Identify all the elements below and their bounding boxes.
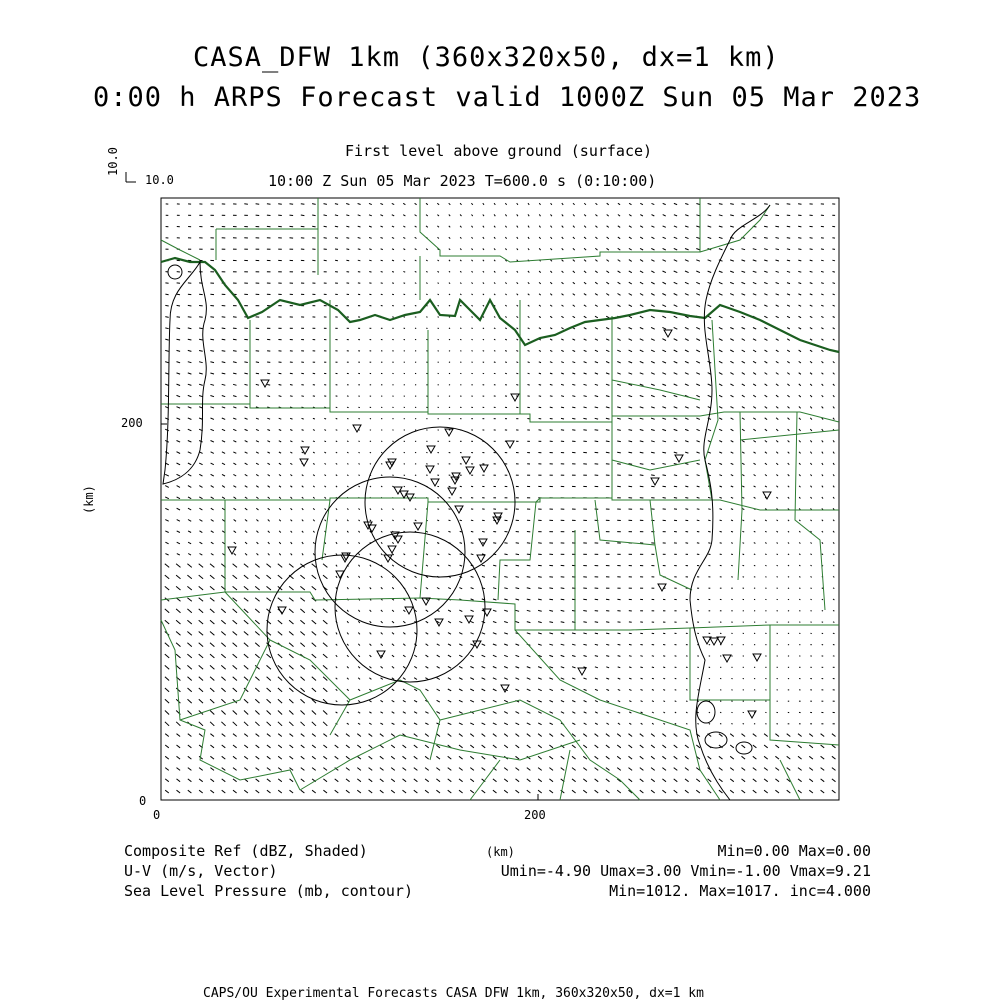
wind-vector xyxy=(460,339,461,340)
wind-vector xyxy=(482,531,485,532)
wind-vector xyxy=(606,441,610,442)
wind-vector xyxy=(472,351,473,352)
wind-vector xyxy=(177,317,180,318)
wind-vector xyxy=(279,385,282,386)
wind-vector xyxy=(222,339,226,340)
wind-vector xyxy=(743,543,745,544)
wind-vector xyxy=(449,305,450,306)
wind-vector xyxy=(290,204,294,205)
wind-vector xyxy=(324,238,327,239)
wind-vector xyxy=(617,452,621,453)
wind-vector xyxy=(583,622,586,623)
wind-vector xyxy=(764,204,768,205)
wind-vector xyxy=(472,328,473,329)
plot-frame xyxy=(161,198,839,800)
wind-vector xyxy=(460,317,461,318)
wind-vector xyxy=(404,509,405,510)
wind-vector xyxy=(572,407,575,408)
wind-vector xyxy=(483,351,484,352)
wind-vector xyxy=(549,588,553,589)
wind-vector xyxy=(798,238,801,239)
wind-vector xyxy=(753,204,757,205)
wind-vector xyxy=(346,238,349,239)
wind-vector xyxy=(720,724,721,725)
wind-vector xyxy=(743,724,744,725)
wind-vector xyxy=(381,260,383,261)
wind-vector xyxy=(267,385,270,386)
x-tick-0: 0 xyxy=(153,808,160,822)
wind-vector xyxy=(549,599,553,600)
wind-vector xyxy=(663,678,665,679)
wind-vector xyxy=(370,441,371,442)
wind-vector xyxy=(359,452,360,453)
wind-vector xyxy=(335,226,338,227)
wind-vector xyxy=(821,260,824,261)
wind-vector xyxy=(347,441,348,442)
wind-vector xyxy=(505,373,507,374)
wind-vector xyxy=(460,531,462,532)
vector-scale-vertical-label: 10.0 xyxy=(106,147,120,176)
wind-vector xyxy=(210,328,214,329)
wind-vector xyxy=(392,283,394,284)
wind-vector xyxy=(494,328,495,329)
wind-vector xyxy=(538,577,542,578)
wind-vector xyxy=(731,543,733,544)
wind-vector xyxy=(833,622,834,623)
wind-vector xyxy=(301,204,305,205)
wind-vector xyxy=(765,531,766,532)
wind-vector xyxy=(256,373,259,374)
wind-vector xyxy=(731,531,733,532)
wind-vector xyxy=(777,543,778,544)
wind-vector xyxy=(629,644,632,645)
wind-vector xyxy=(618,633,621,634)
wind-vector xyxy=(811,588,812,589)
wind-vector xyxy=(324,418,326,419)
wind-vector xyxy=(381,452,382,453)
wind-vector xyxy=(438,283,439,284)
wind-vector xyxy=(165,305,168,306)
wind-vector xyxy=(708,509,710,510)
title-line-2: 0:00 h ARPS Forecast valid 1000Z Sun 05 Mar 2023 xyxy=(93,82,921,113)
wind-vector xyxy=(369,272,371,273)
wind-vector xyxy=(651,475,655,476)
wind-vector xyxy=(381,486,382,487)
wind-vector xyxy=(483,328,484,329)
wind-vector xyxy=(415,486,416,487)
wind-vector xyxy=(742,204,746,205)
y-tick-200: 200 xyxy=(121,416,143,430)
wind-vector xyxy=(788,588,789,589)
wind-vector xyxy=(561,407,564,408)
wind-vector xyxy=(822,588,823,589)
wind-vector xyxy=(640,464,644,465)
wind-vector xyxy=(777,577,778,578)
wind-vector xyxy=(504,543,507,544)
wind-vector xyxy=(833,272,835,273)
wind-vector xyxy=(697,690,698,691)
legend-line1-right: Min=0.00 Max=0.00 xyxy=(717,842,871,860)
wind-vector xyxy=(471,531,473,532)
wind-vector xyxy=(675,712,676,713)
footer-credit: CAPS/OU Experimental Forecasts CASA DFW 1km, 360x320x50, dx=1 km xyxy=(203,986,704,1001)
wind-vector xyxy=(708,520,710,521)
wind-vector xyxy=(233,339,237,340)
wind-vector xyxy=(290,385,293,386)
wind-vector xyxy=(516,565,519,566)
wind-vector xyxy=(787,238,790,239)
wind-vector xyxy=(415,305,416,306)
legend-line1-left: Composite Ref (dBZ, Shaded) xyxy=(124,842,368,860)
wind-vector xyxy=(505,362,507,363)
wind-vector xyxy=(404,486,405,487)
wind-vector xyxy=(415,294,416,295)
wind-vector xyxy=(359,464,360,465)
wind-vector xyxy=(799,577,800,578)
wind-vector xyxy=(336,430,338,431)
level-label: First level above ground (surface) xyxy=(345,142,652,160)
wind-vector xyxy=(753,215,757,216)
wind-vector xyxy=(358,249,361,250)
wind-vector xyxy=(426,271,427,272)
wind-vector xyxy=(675,690,677,691)
wind-vector xyxy=(617,464,621,465)
wind-vector xyxy=(426,294,427,295)
wind-vector xyxy=(199,328,203,329)
wind-vector xyxy=(561,418,564,419)
wind-vector xyxy=(199,317,203,318)
wind-vector xyxy=(404,294,406,295)
wind-vector xyxy=(449,317,450,318)
wind-vector xyxy=(449,328,450,329)
wind-vector xyxy=(528,385,530,386)
wind-vector xyxy=(177,294,180,295)
wind-vector xyxy=(799,565,800,566)
wind-vector xyxy=(765,565,766,566)
wind-vector xyxy=(788,565,789,566)
wind-vector xyxy=(449,294,450,295)
wind-vector xyxy=(709,712,710,713)
wind-vector xyxy=(550,396,553,397)
wind-vector xyxy=(663,486,666,487)
wind-vector xyxy=(494,339,495,340)
wind-vector xyxy=(483,339,484,340)
wind-vector xyxy=(381,475,382,476)
wind-vector xyxy=(516,373,518,374)
wind-vector xyxy=(675,678,677,679)
wind-vector xyxy=(516,554,519,555)
wind-vector xyxy=(483,317,484,318)
wind-vector xyxy=(244,351,247,352)
wind-vector xyxy=(415,509,416,510)
wind-vector xyxy=(720,712,721,713)
wind-vector xyxy=(833,599,834,600)
wind-vector xyxy=(210,339,214,340)
wind-vector xyxy=(437,509,439,510)
wind-vector xyxy=(811,577,812,578)
wind-vector xyxy=(528,373,530,374)
wind-vector xyxy=(346,249,349,250)
wind-vector xyxy=(471,520,473,521)
y-axis-label: (km) xyxy=(82,485,96,514)
wind-vector xyxy=(743,554,745,555)
wind-vector xyxy=(708,531,710,532)
wind-vector xyxy=(449,520,451,521)
wind-vector xyxy=(504,565,507,566)
wind-vector xyxy=(561,599,565,600)
wind-vector xyxy=(312,215,315,216)
wind-vector xyxy=(301,396,303,397)
wind-vector xyxy=(415,283,416,284)
wind-vector xyxy=(832,260,835,261)
wind-vector xyxy=(652,656,654,657)
wind-vector xyxy=(572,418,575,419)
wind-vector xyxy=(775,226,779,227)
wind-vector xyxy=(697,509,700,510)
wind-vector xyxy=(516,385,518,386)
wind-vector xyxy=(539,385,541,386)
wind-vector xyxy=(788,554,789,555)
wind-vector xyxy=(460,305,461,306)
x-tick-200: 200 xyxy=(524,808,546,822)
wind-vector xyxy=(438,305,439,306)
wind-vector xyxy=(359,475,360,476)
wind-vector xyxy=(810,238,813,239)
wind-vector xyxy=(618,644,621,645)
wind-vector xyxy=(822,611,823,612)
wind-vector xyxy=(811,599,812,600)
wind-vector xyxy=(370,452,371,453)
wind-vector xyxy=(798,226,801,227)
wind-vector xyxy=(663,475,666,476)
wind-vector xyxy=(652,667,654,668)
wind-vector xyxy=(290,396,293,397)
wind-vector xyxy=(698,712,699,713)
wind-vector xyxy=(821,249,824,250)
wind-vector xyxy=(437,498,439,499)
wind-vector xyxy=(561,588,565,589)
vector-scale-key xyxy=(126,172,136,182)
wind-vector xyxy=(663,498,666,499)
wind-vector xyxy=(606,633,609,634)
wind-vector xyxy=(256,362,259,363)
wind-vector xyxy=(381,283,383,284)
wind-vector xyxy=(369,260,371,261)
wind-vector xyxy=(798,249,801,250)
wind-vector xyxy=(777,554,778,555)
wind-vector xyxy=(731,724,732,725)
wind-vector xyxy=(460,328,461,329)
wind-vector xyxy=(358,260,361,261)
wind-vector xyxy=(177,305,180,306)
wind-vector xyxy=(754,554,755,555)
vector-scale-horizontal-label: 10.0 xyxy=(145,173,174,187)
wind-vector xyxy=(775,215,779,216)
wind-vector xyxy=(595,622,598,623)
wind-vector xyxy=(765,543,766,544)
wind-vector xyxy=(698,723,699,724)
wind-vector xyxy=(686,712,687,713)
wind-vector xyxy=(799,599,800,600)
wind-vector xyxy=(449,509,451,510)
wind-vector xyxy=(381,464,382,465)
wind-vector xyxy=(336,441,337,442)
wind-vector xyxy=(493,543,496,544)
wind-vector xyxy=(777,565,778,566)
wind-vector xyxy=(629,656,632,657)
title-line-1: CASA_DFW 1km (360x320x50, dx=1 km) xyxy=(193,42,780,73)
wind-vector xyxy=(267,373,270,374)
wind-vector xyxy=(404,283,406,284)
legend-line3-left: Sea Level Pressure (mb, contour) xyxy=(124,882,413,900)
wind-vector xyxy=(764,215,768,216)
wind-vector xyxy=(651,486,654,487)
wind-vector xyxy=(438,317,439,318)
wind-vector xyxy=(494,351,495,352)
wind-vector xyxy=(810,249,813,250)
wind-vector xyxy=(426,283,427,284)
wind-vector xyxy=(595,633,598,634)
wind-vector xyxy=(685,509,688,510)
wind-vector xyxy=(347,452,348,453)
wind-vector xyxy=(233,351,237,352)
wind-vector xyxy=(709,723,710,724)
legend-line3-right: Min=1012. Max=1017. inc=4.000 xyxy=(609,882,871,900)
wind-vector xyxy=(663,667,665,668)
wind-vector xyxy=(472,339,473,340)
wind-vector xyxy=(799,588,800,589)
wind-vector xyxy=(595,441,599,442)
wind-vector xyxy=(720,520,722,521)
wind-vector xyxy=(629,452,633,453)
wind-vector xyxy=(278,204,282,205)
wind-vector xyxy=(188,317,192,318)
wind-vector xyxy=(640,667,642,668)
wind-vector xyxy=(347,430,348,431)
wind-vector xyxy=(312,226,315,227)
wind-vector xyxy=(392,272,394,273)
wind-vector xyxy=(686,723,687,724)
wind-vector xyxy=(324,226,327,227)
wind-vector xyxy=(527,577,531,578)
wind-vector xyxy=(472,317,473,318)
wind-vector xyxy=(686,690,687,691)
wind-vector xyxy=(313,418,315,419)
y-tick-0: 0 xyxy=(139,794,146,808)
wind-vector xyxy=(640,475,644,476)
wind-vector xyxy=(426,317,427,318)
wind-vector xyxy=(347,464,348,465)
wind-vector xyxy=(606,622,609,623)
wind-vector xyxy=(404,475,405,476)
wind-vector xyxy=(697,520,700,521)
wind-vector xyxy=(652,678,654,679)
wind-vector xyxy=(392,475,393,476)
wind-vector xyxy=(279,373,282,374)
wind-vector xyxy=(504,554,507,555)
wind-vector xyxy=(583,430,586,431)
time-info: 10:00 Z Sun 05 Mar 2023 T=600.0 s (0:10:00) xyxy=(268,172,656,190)
legend-km-label: (km) xyxy=(486,845,515,859)
wind-vector xyxy=(222,351,226,352)
wind-vector xyxy=(686,701,687,702)
wind-vector xyxy=(301,215,305,216)
wind-vector xyxy=(527,565,531,566)
wind-vector xyxy=(460,520,462,521)
wind-vector xyxy=(438,294,439,295)
legend-line2-left: U-V (m/s, Vector) xyxy=(124,862,278,880)
wind-vector xyxy=(787,226,790,227)
wind-vector xyxy=(336,452,337,453)
wind-vector xyxy=(754,565,755,566)
wind-vector xyxy=(381,272,383,273)
wind-vector xyxy=(222,328,226,329)
wind-vector xyxy=(550,407,553,408)
wind-vector xyxy=(674,486,677,487)
wind-vector xyxy=(336,418,338,419)
wind-vector xyxy=(165,294,168,295)
wind-vector xyxy=(833,588,834,589)
wind-vector xyxy=(415,475,416,476)
wind-vector xyxy=(359,441,360,442)
wind-vector xyxy=(595,430,599,431)
wind-vector xyxy=(335,238,338,239)
wind-vector xyxy=(494,362,496,363)
wind-vector xyxy=(188,305,192,306)
wind-vector xyxy=(674,498,677,499)
wind-vector xyxy=(765,554,766,555)
wind-vector xyxy=(606,452,610,453)
wind-vector xyxy=(617,441,621,442)
wind-vector xyxy=(538,588,542,589)
legend-line2-right: Umin=-4.90 Umax=3.00 Vmin=-1.00 Vmax=9.21 xyxy=(501,862,871,880)
wind-vector xyxy=(788,577,789,578)
wind-vector xyxy=(370,464,371,465)
wind-vector xyxy=(833,611,834,612)
wind-vector xyxy=(822,599,823,600)
wind-vector xyxy=(539,396,541,397)
wind-vector xyxy=(720,531,722,532)
wind-vector xyxy=(583,611,587,612)
wind-vector xyxy=(244,362,247,363)
wind-vector xyxy=(811,565,812,566)
wind-vector xyxy=(640,656,642,657)
wind-vector xyxy=(685,498,688,499)
wind-vector xyxy=(583,418,586,419)
